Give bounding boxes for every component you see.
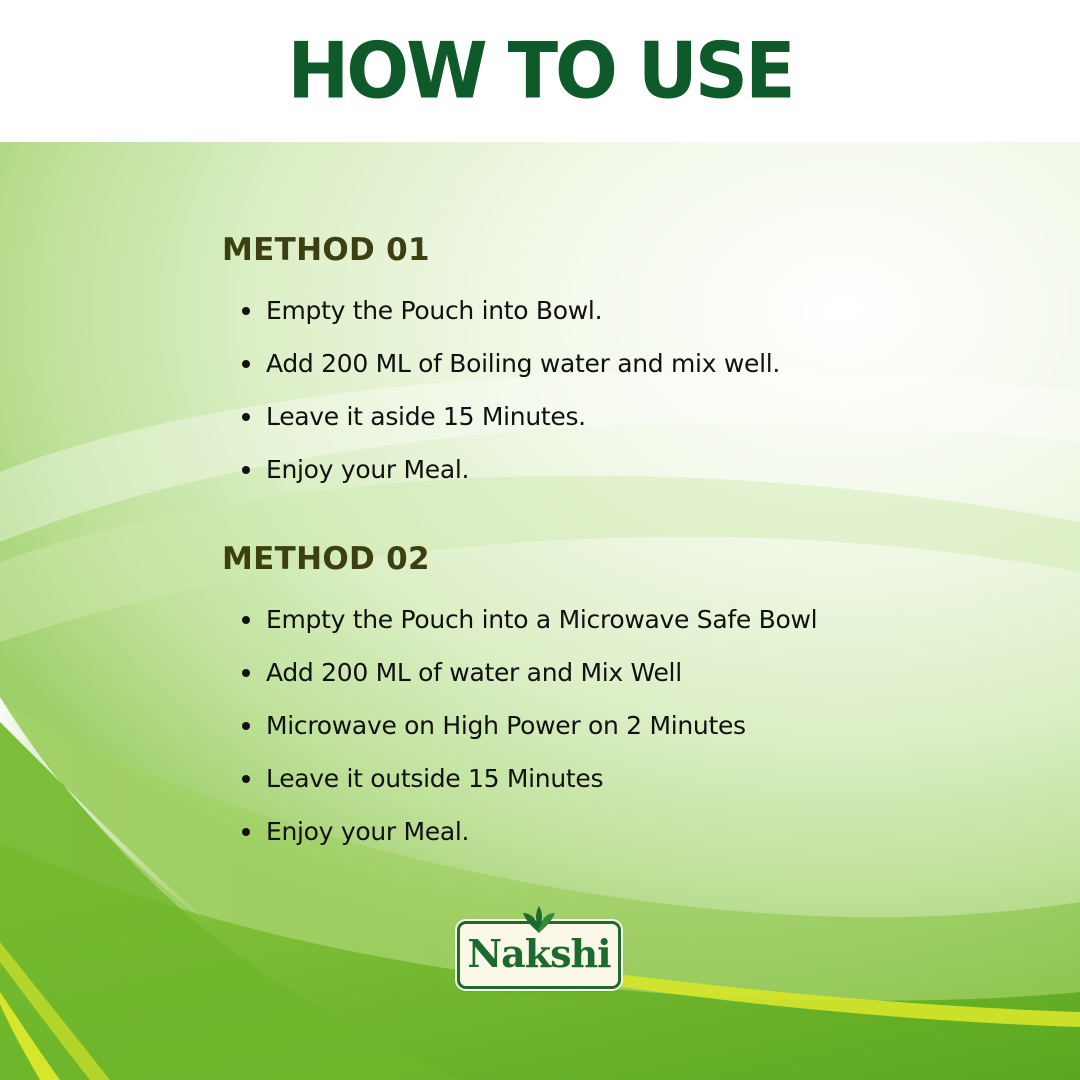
method-01-section [222,232,982,506]
method-02-title: METHOD 02 [222,541,430,577]
list-item [222,762,982,815]
bullet-icon [242,828,250,836]
bullet-icon [242,360,250,368]
bullet-icon [242,466,250,474]
page-title: HOW TO USE [287,25,793,117]
step-text: Empty the Pouch into a Microwave Safe Bowl [266,605,818,634]
list-item [222,815,982,868]
list-item [222,656,982,709]
method-02-steps [222,603,982,868]
step-text: Enjoy your Meal. [266,817,470,846]
list-item [222,709,982,762]
step-text: Enjoy your Meal. [266,455,470,484]
step-text: Microwave on High Power on 2 Minutes [266,711,746,740]
step-text: Add 200 ML of Boiling water and mix well. [266,349,781,378]
bullet-icon [242,413,250,421]
list-item [222,347,982,400]
bullet-icon [242,722,250,730]
method-01-steps [222,294,982,506]
list-item [222,294,982,347]
step-text: Add 200 ML of water and Mix Well [266,658,682,687]
list-item [222,400,982,453]
method-01-title: METHOD 01 [222,232,430,268]
bullet-icon [242,669,250,677]
method-02-section [222,541,982,868]
brand-name: Nakshi [467,931,611,976]
bullet-icon [242,616,250,624]
bullet-icon [242,775,250,783]
list-item [222,453,982,506]
step-text: Leave it outside 15 Minutes [266,764,604,793]
brand-logo [457,905,621,989]
step-text: Leave it aside 15 Minutes. [266,402,586,431]
list-item [222,603,982,656]
header [0,0,1080,142]
step-text: Empty the Pouch into Bowl. [266,296,603,325]
bullet-icon [242,307,250,315]
